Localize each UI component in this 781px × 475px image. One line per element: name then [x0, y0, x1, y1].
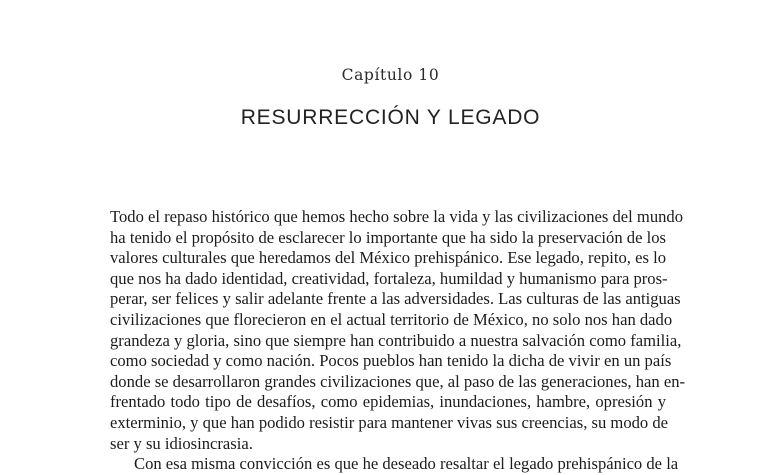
text-line: ser y su idiosincrasia.: [110, 433, 253, 453]
chapter-title: RESURRECCIÓN Y LEGADO: [240, 106, 541, 129]
paragraph-1: [110, 207, 686, 454]
text-line: ha tenido el propósito de esclarecer lo importante que ha sido la preservación de los: [110, 227, 666, 247]
text-line: que nos ha dado identidad, creatividad, fortaleza, humildad y humanismo para pros-: [110, 268, 668, 288]
text-line: exterminio, y que han podido resistir para mantener vivas sus creencias, su modo de: [110, 412, 669, 432]
text-line: frentado todo tipo de desafíos, como epidemias, inundaciones, hambre, opresión y: [110, 392, 666, 412]
text-line-partial: Con esa misma convicción es que he deseado resaltar el legado prehispánico de la: [134, 454, 679, 474]
text-line: valores culturales que heredamos del México prehispánico. Ese legado, repito, es lo: [110, 248, 666, 268]
chapter-body: [110, 207, 686, 475]
chapter-number: Capítulo 10: [341, 66, 440, 84]
text-line: como sociedad y como nación. Pocos pueblos han tenido la dicha de vivir en un país: [110, 351, 672, 371]
text-line: perar, ser felices y salir adelante frente a las adversidades. Las culturas de las antiguas: [110, 289, 681, 309]
text-line: grandeza y gloria, sino que siempre han contribuido a nuestra salvación como familia,: [110, 330, 682, 350]
paragraph-2: [110, 454, 679, 475]
text-line: Todo el repaso histórico que hemos hecho sobre la vida y las civilizaciones del mundo: [110, 207, 684, 226]
text-line: donde se desarrollaron grandes civilizaciones que, al paso de las generaciones, han en-: [110, 371, 686, 391]
text-line: civilizaciones que florecieron en el actual territorio de México, no solo nos han dado: [110, 309, 673, 329]
